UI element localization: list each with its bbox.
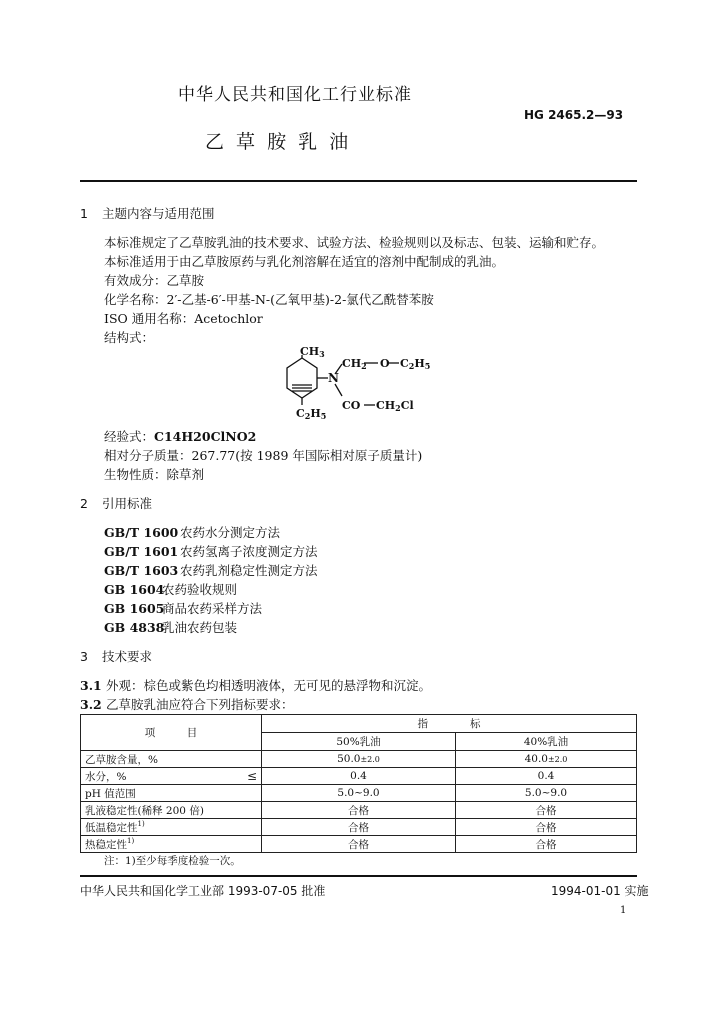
reference-item: GB/T 1600 农药水分测定方法: [104, 525, 281, 540]
molecular-mass: 相对分子质量：267.77(按 1989 年国际相对原子质量计): [104, 448, 423, 463]
chloromethyl-group: $CH_2Cl$: [376, 399, 414, 413]
section3-heading: [80, 647, 152, 665]
reference-item: GB/T 1603 农药乳剂稳定性测定方法: [104, 563, 318, 578]
iso-name: ISO 通用名称：Acetochlor: [104, 311, 263, 326]
table-header-row: [81, 715, 637, 733]
org-title: 中华人民共和国化工行业标准: [178, 85, 412, 105]
active-ingredient: 有效成分：乙草胺: [104, 273, 205, 288]
page-number: 1: [620, 905, 627, 916]
bio-property: 生物性质：除草剂: [104, 467, 205, 482]
ch3-group: $CH_3$: [300, 345, 325, 359]
section1-title: 主题内容与适用范围: [101, 206, 215, 221]
requirement-3-2: 3.2 乙草胺乳油应符合下列指标要求：: [80, 697, 294, 712]
empirical-formula: C14H20ClNO2: [154, 429, 257, 444]
section2-number: 2: [80, 496, 88, 511]
section1-number: 1: [80, 206, 88, 221]
oxygen-atom: O: [380, 357, 390, 370]
table-row: 乳液稳定性(稀释 200 倍) 合格 合格: [81, 802, 637, 819]
section3-title: 技术要求: [101, 649, 152, 664]
section1-paragraph-1: 本标准规定了乙草胺乳油的技术要求、试验方法、检验规则以及标志、包装、运输和贮存。: [104, 235, 605, 250]
standard-code: HG 2465.2—93: [524, 108, 624, 122]
reference-item: GB 1604农药验收规则: [104, 582, 238, 597]
table-row: 乙草胺含量，% 50.0±2.0 40.0±2.0: [81, 751, 637, 768]
item-header: 项 目: [81, 715, 262, 751]
table-row: pH 值范围 5.0~9.0 5.0~9.0: [81, 785, 637, 802]
chemical-name: 化学名称：2′-乙基-6′-甲基-N-(乙氧甲基)-2-氯代乙酰替苯胺: [104, 292, 434, 307]
table-row: 低温稳定性$^{1)}$ 合格 合格: [81, 819, 637, 836]
approval-line: 中华人民共和国化学工业部 1993-07-05 批准: [80, 884, 326, 898]
table-note: 注：1)至少每季度检验一次。: [104, 855, 241, 867]
ethyl-right-group: $C_2H_5$: [400, 357, 431, 371]
requirement-3-1: 3.1 外观：棕色或紫色均相透明液体，无可见的悬浮物和沉淀。: [80, 678, 432, 693]
empirical-label: 经验式：: [104, 429, 155, 444]
table-row: 热稳定性$^{1)}$ 合格 合格: [81, 836, 637, 853]
section1-paragraph-2: 本标准适用于由乙草胺原药与乳化剂溶解在适宜的溶剂中配制成的乳油。: [104, 254, 505, 269]
footer-rule: [80, 875, 637, 877]
doc-title: 乙 草 胺 乳 油: [205, 131, 352, 153]
reference-item: GB 4838乳油农药包装: [104, 620, 238, 635]
table-row: 水分，% ≤ 0.4 0.4: [81, 768, 637, 785]
effective-date: 1994-01-01 实施: [551, 884, 649, 898]
reference-item: GB 1605商品农药采样方法: [104, 601, 263, 616]
col-40-header: 40%乳油: [456, 733, 637, 751]
carbonyl-group: CO: [342, 399, 361, 412]
header-rule: [80, 180, 637, 182]
ethyl-bottom-group: $C_2H_5$: [296, 407, 327, 421]
index-header: 指 标: [262, 715, 637, 733]
reference-item: GB/T 1601 农药氢离子浓度测定方法: [104, 544, 318, 559]
specification-table: [80, 714, 637, 853]
empirical-formula-line: [104, 427, 256, 445]
section1-heading: [80, 204, 214, 222]
nitrogen-atom: N: [328, 371, 339, 385]
section3-number: 3: [80, 649, 88, 664]
ch2-group: $CH_2$: [342, 357, 367, 371]
col-50-header: 50%乳油: [262, 733, 456, 751]
section2-title: 引用标准: [101, 496, 152, 511]
structure-label: 结构式：: [104, 330, 155, 345]
section2-heading: [80, 494, 152, 512]
benzene-ring: [287, 358, 317, 398]
